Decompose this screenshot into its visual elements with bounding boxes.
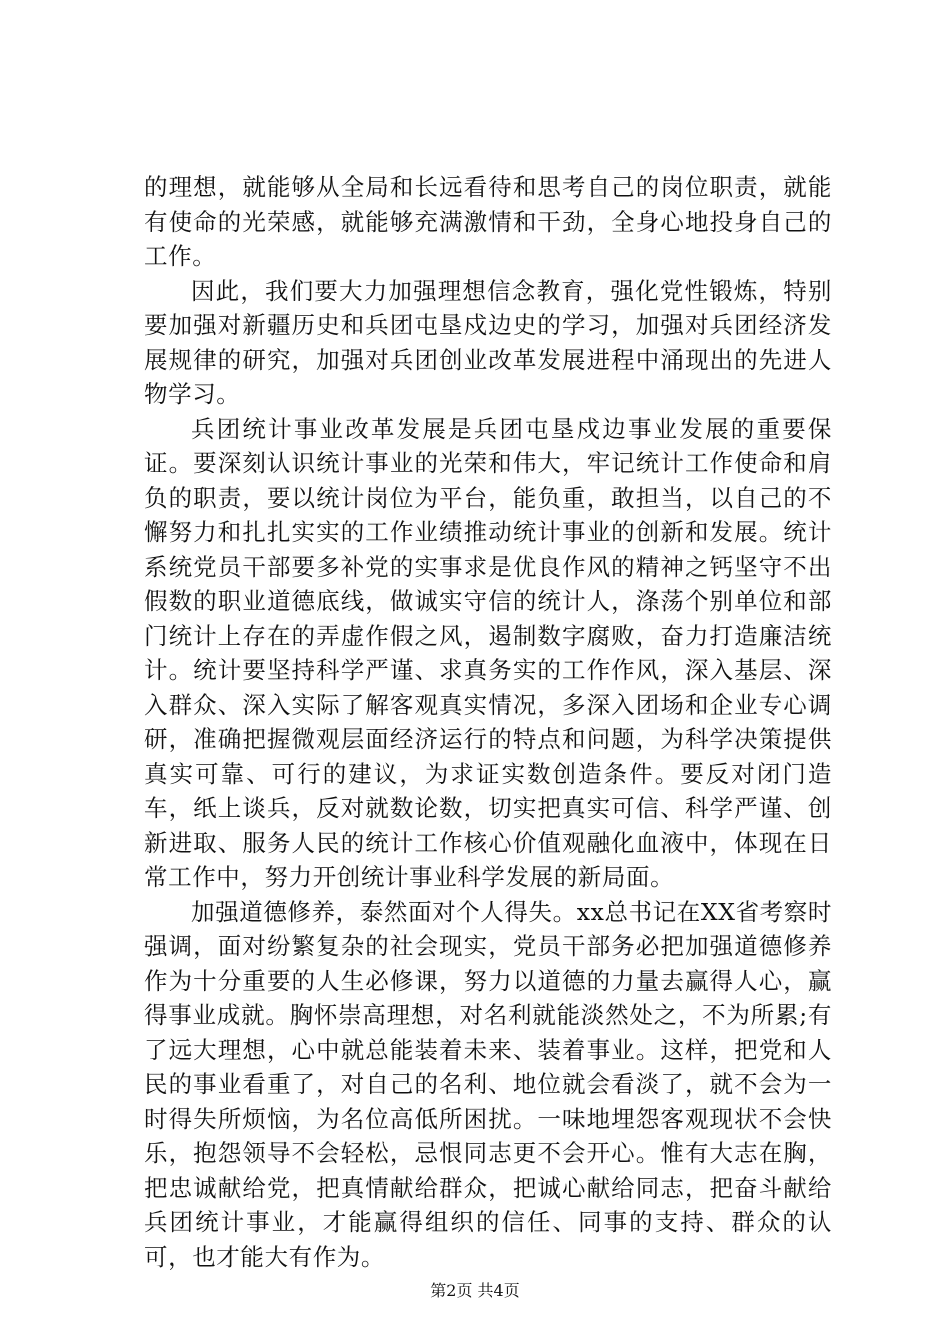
paragraph-2: 因此，我们要大力加强理想信念教育，强化党性锻炼，特别要加强对新疆历史和兵团屯垦戍边史的学习，加强对兵团经济发展规律的研究，加强对兵团创业改革发展进程中涌现出的先进人物学习。 (144, 276, 832, 408)
paragraph-3: 兵团统计事业改革发展是兵团屯垦戍边事业发展的重要保证。要深刻认识统计事业的光荣和伟大，牢记统计工作使命和肩负的职责，要以统计岗位为平台，能负重，敢担当，以自己的不懈努力和扎扎实实的工作业绩推动统计事业的创新和发展。统计系统党员干部要多补党的实事求是优良作风的精神之钙坚守不出假数的职业道德底线，做诚实守信的统计人，涤荡个别单位和部门统计上存在的弄虚作假之风，遏制数字腐败，奋力打造廉洁统计。统计要坚持科学严谨、求真务实的工作作风，深入基层、深入群众、深入实际了解客观真实情况，多深入团场和企业专心调研，准确把握微观层面经济运行的特点和问题，为科学决策提供真实可靠、可行的建议，为求证实数创造条件。要反对闭门造车，纸上谈兵，反对就数论数，切实把真实可信、科学严谨、创新进取、服务人民的统计工作核心价值观融化血液中，体现在日常工作中，努力开创统计事业科学发展的新局面。 (144, 414, 832, 891)
paragraph-4: 加强道德修养，泰然面对个人得失。xx总书记在XX省考察时强调，面对纷繁复杂的社会现实，党员干部务必把加强道德修养作为十分重要的人生必修课，努力以道德的力量去赢得人心，赢得事业成就。胸怀崇高理想，对名利就能淡然处之，不为所累;有了远大理想，心中就总能装着未来、装着事业。这样，把党和人民的事业看重了，对自己的名利、地位就会看淡了，就不会为一时得失所烦恼，为名位高低所困扰。一味地埋怨客观现状不会快乐，抱怨领导不会轻松，忌恨同志更不会开心。惟有大志在胸，把忠诚献给党，把真情献给群众，把诚心献给同志，把奋斗献给兵团统计事业，才能赢得组织的信任、同事的支持、群众的认可，也才能大有作为。 (144, 897, 832, 1271)
page-footer: 第2页 共4页 (430, 1281, 520, 1300)
paragraph-1: 的理想，就能够从全局和长远看待和思考自己的岗位职责，就能有使命的光荣感，就能够充满激情和干劲，全身心地投身自己的工作。 (144, 173, 832, 270)
body-text (144, 170, 832, 1274)
